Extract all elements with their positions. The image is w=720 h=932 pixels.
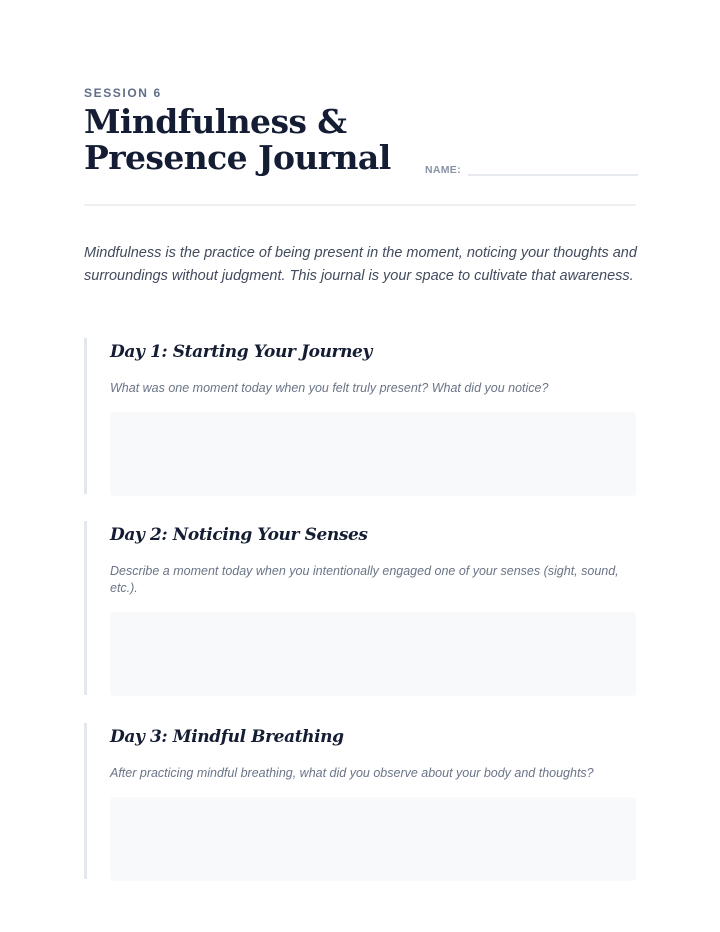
journal-entry-day-1 bbox=[84, 338, 639, 494]
name-input-line[interactable] bbox=[468, 158, 638, 176]
entry-title: Day 1: Starting Your Journey bbox=[110, 342, 372, 362]
entry-prompt: After practicing mindful breathing, what did you observe about your body and thoughts? bbox=[110, 766, 594, 780]
entry-title: Day 2: Noticing Your Senses bbox=[110, 525, 368, 545]
answer-box[interactable] bbox=[110, 612, 636, 696]
page-title-line-1: Mindfulness & bbox=[84, 102, 347, 141]
session-label: SESSION 6 bbox=[84, 86, 162, 100]
answer-box[interactable] bbox=[110, 797, 636, 881]
entry-prompt: Describe a moment today when you intentionally engaged one of your senses (sight, sound, etc.). bbox=[110, 564, 619, 595]
name-label: NAME: bbox=[425, 164, 461, 176]
entry-prompt: What was one moment today when you felt truly present? What did you notice? bbox=[110, 381, 549, 395]
header-divider bbox=[84, 204, 636, 206]
journal-entry-day-2 bbox=[84, 521, 639, 695]
intro-paragraph: Mindfulness is the practice of being present in the moment, noticing your thoughts and surroundings without judgment. This journal is your space to cultivate that awareness. bbox=[84, 245, 637, 284]
entry-title: Day 3: Mindful Breathing bbox=[110, 727, 344, 747]
answer-box[interactable] bbox=[110, 412, 636, 496]
journal-entry-day-3 bbox=[84, 723, 639, 879]
page-title-line-2: Presence Journal bbox=[84, 138, 391, 177]
name-field-group bbox=[425, 158, 638, 176]
page-title bbox=[84, 104, 391, 176]
